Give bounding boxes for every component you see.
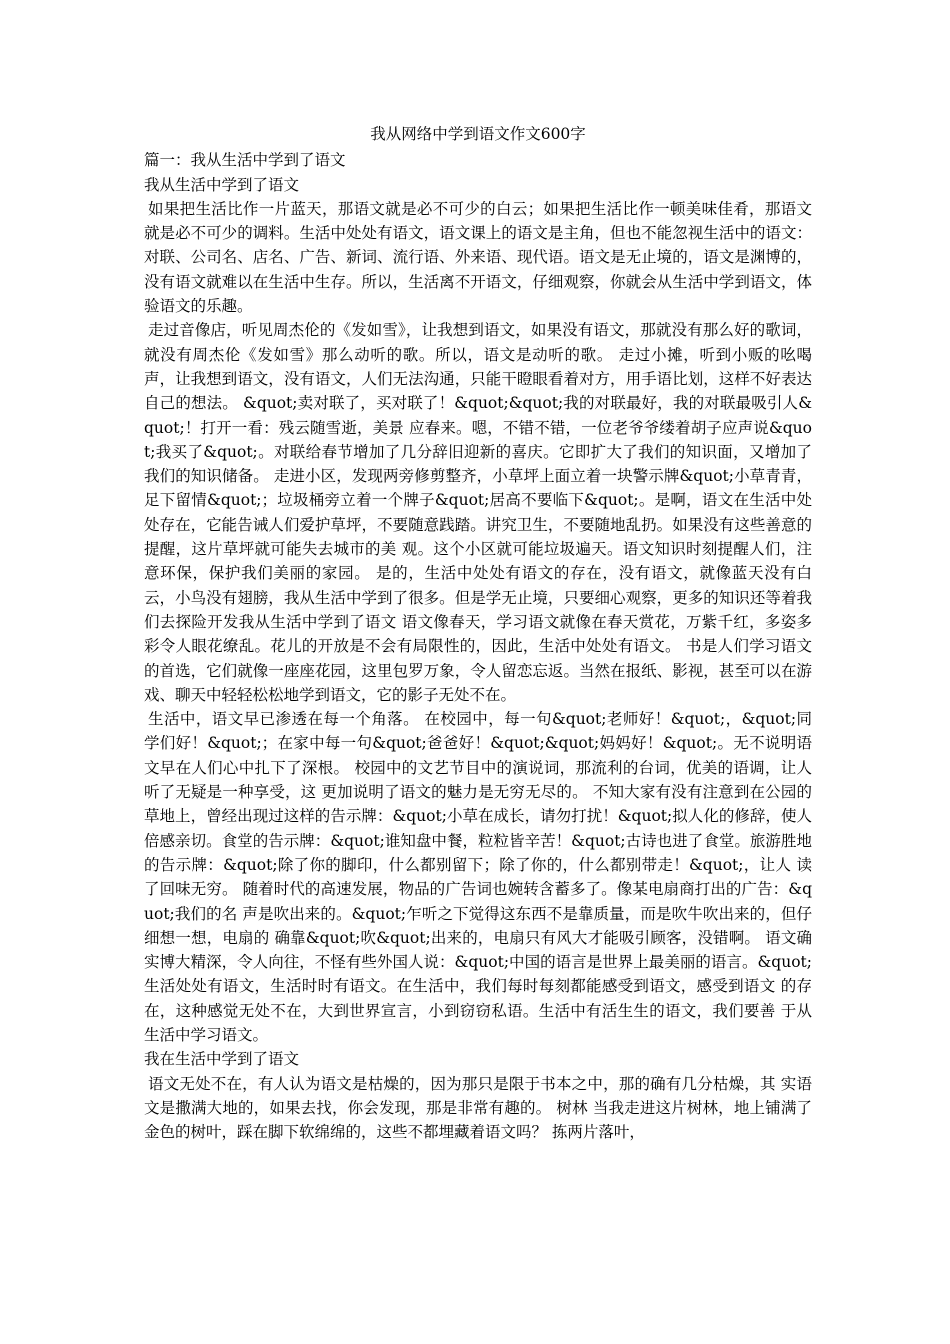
paragraph-4: 语文无处不在，有人认为语文是枯燥的，因为那只是限于书本之中，那的确有几分枯燥，其 实语文是撒满大地的，如果去找，你会发现，那是非常有趣的。 树林 当我走进这片树林，地上铺满了金色的树叶，踩在脚下软绵绵的，这些不都埋藏着语文吗？ 拣两片落叶， (144, 1074, 812, 1142)
document-page (144, 122, 812, 1144)
document-title: 我从网络中学到语文作文600字 (370, 125, 586, 143)
paragraph-3: 生活中，语文早已渗透在每一个角落。 在校园中，每一句&quot;老师好！&quot;，&quot;同学们好！&quot;；在家中每一句&quot;爸爸好！&quot;&quot;妈妈好！&quot;。无不说明语文早在人们心中扎下了深根。 校园中的文艺节目中的演说词，那流利的台词，优美的语调，让人听了无疑是一种享受，这 更加说明了语文的魅力是无穷无尽的。 不知大家有没有注意到在公园的草地上，曾经出现过这样的告示牌：&quot;小草在成长，请勿打扰！&quot;拟人化的修辞，使人倍感亲切。食堂的告示牌：&quot;谁知盘中餐，粒粒皆辛苦！&quot;古诗也进了食堂。旅游胜地的告示牌：&quot;除了你的脚印，什么都别留下；除了你的，什么都别带走！&quot;，让人 读了回味无穷。 随着时代的高速发展，物品的广告词也婉转含蓄多了。像某电扇商打出的广告：&quot;我们的名 声是吹出来的。&quot;乍听之下觉得这东西不是靠质量，而是吹牛吹出来的，但仔细想一想，电扇的 确靠&quot;吹&quot;出来的，电扇只有风大才能吸引顾客，没错啊。 语文确实博大精深，令人向往，不怪有些外国人说：&quot;中国的语言是世界上最美丽的语言。&quot; 生活处处有语文，生活时时有语文。在生活中，我们每时每刻都能感受到语文，感受到语文 的存在，这种感觉无处不在，大到世界宣言，小到窃窃私语。生活中有活生生的语文，我们要善 于从生活中学习语文。 (144, 710, 812, 1044)
paragraph-1: 如果把生活比作一片蓝天，那语文就是必不可少的白云；如果把生活比作一顿美味佳肴，那语文就是必不可少的调料。生活中处处有语文，语文课上的语文是主角，但也不能忽视生活中的语文：对联、公司名、店名、广告、新词、流行语、外来语、现代语。语文是无止境的，语文是渊博的，没有语文就难以在生活中生存。所以，生活离不开语文，仔细观察，你就会从生活中学到语文，体验语文的乐趣。 (144, 199, 812, 316)
subheading-2: 我在生活中学到了语文 (144, 1050, 300, 1069)
paragraph-2: 走过音像店，听见周杰伦的《发如雪》，让我想到语文，如果没有语文，那就没有那么好的歌词，就没有周杰伦《发如雪》那么动听的歌。所以，语文是动听的歌。 走过小摊，听到小贩的吆喝声，让我想到语文，没有语文，人们无法沟通，只能干瞪眼看着对方，用手语比划，这样不好表达自己的想法。 &quot;卖对联了，买对联了！&quot;&quot;我的对联最好，我的对联最吸引人&quot;！打开一看：残云随雪逝，美景 应春来。嗯，不错不错，一位老爷爷缕着胡子应声说&quot;我买了&quot;。对联给春节增加了几分辞旧迎新的喜庆。它即扩大了我们的知识面，又增加了我们的知识储备。 走进小区，发现两旁修剪整齐，小草坪上面立着一块警示牌&quot;小草青青，足下留情&quot;；垃圾桶旁立着一个牌子&quot;居高不要临下&quot;。是啊，语文在生活中处处存在，它能告诫人们爱护草坪，不要随意践踏。讲究卫生，不要随地乱扔。如果没有这些善意的提醒，这片草坪就可能失去城市的美 观。这个小区就可能垃圾遍天。语文知识时刻提醒人们，注意环保，保护我们美丽的家园。 是的，生活中处处有语文的存在，没有语文，就像蓝天没有白云，小鸟没有翅膀，我从生活中学到了很多。但是学无止境，只要细心观察，更多的知识还等着我们去探险开发我从生活中学到了语文 语文像春天，学习语文就像在春天赏花，万紫千红，多姿多彩令人眼花缭乱。花儿的开放是不会有局限性的，因此，生活中处处有语文。 书是人们学习语文的首选，它们就像一座座花园，这里包罗万象，令人留恋忘返。当然在报纸、影视，甚至可以在游戏、聊天中轻轻松松地学到语文，它的影子无处不在。 (144, 321, 812, 704)
subheading-1: 我从生活中学到了语文 (144, 175, 300, 194)
section-heading: 篇一：我从生活中学到了语文 (144, 151, 346, 170)
